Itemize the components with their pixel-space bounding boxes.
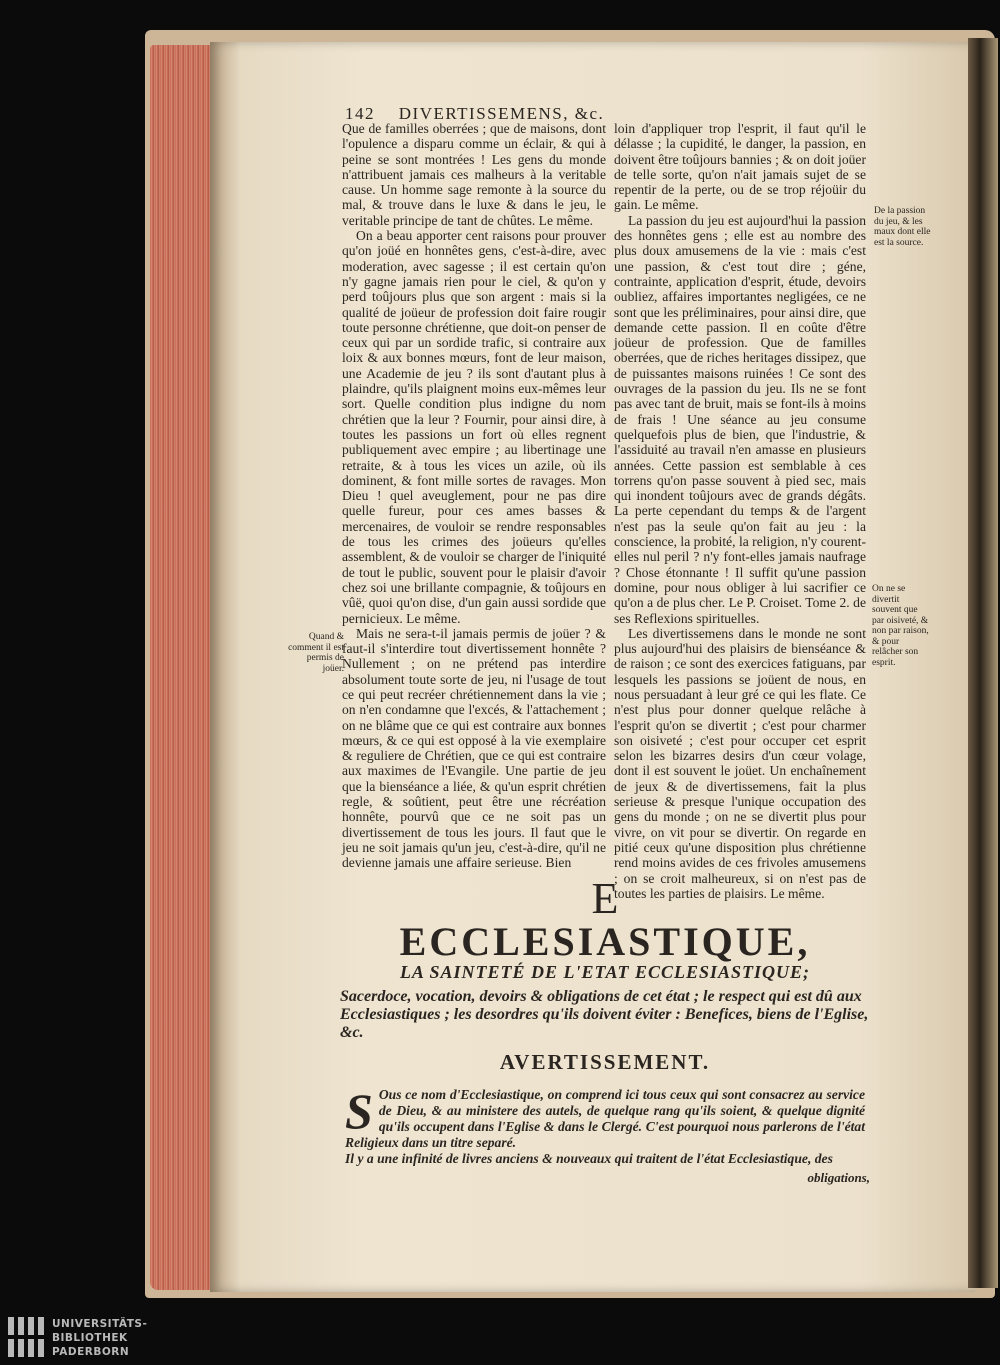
catchword: obligations, bbox=[807, 1170, 870, 1185]
section-subtitle: LA SAINTETÉ DE L'ETAT ECCLESIASTIQUE; bbox=[399, 962, 811, 982]
section-summary: Sacerdoce, vocation, devoirs & obligations de cet état ; le respect qui est dû aux Ecclesiastiques ; les desordres qu'ils doivent éviter : Benefices, biens de l'Eglise, &c. bbox=[340, 988, 869, 1041]
paragraph: La passion du jeu est aujourd'hui la passion des honnêtes gens ; elle est au nombre des plus doux amusemens de la vie : mais c'est une passion, & c'est tout dire ; géne, contrainte, application d'esprit, étude, devoirs oubliez, affaires importantes negligées, ce ne sont que les préliminaires, pour ainsi dire, que demande cette passion. Il en coûte d'être joüeur de profession. Que de familles oberrées, que de riches heritages dissipez, que de puissantes maisons ruinées ! Ce sont des ouvrages de la passion du jeu. Ils ne se font pas avec tant de bruit, mais se font-ils à moins de frais ! Une séance au jeu consume quelquefois plus de bien, que l'industrie, & l'assiduité au travail n'en amasse en plusieurs années. Cette passion est semblable à ces torrens qu'on passe souvent à pied sec, mais qui inondent toûjours avec de grands dégâts. La perte cependant du temps & de l'argent n'est pas la seule qu'on fait au jeu : la conscience, la probité, la religion, n'y courent-elles nul peril ? n'y font-elles jamais naufrage ? Chose étonnante ! Il suffit qu'une passion domine, pour nous obliger à lui sacrifier ce qu'on a de plus cher. Le P. Croiset. Tome 2. de ses Reflexions spirituelles. bbox=[614, 212, 866, 626]
library-emblem-icon bbox=[6, 1315, 46, 1359]
library-logo bbox=[6, 1313, 186, 1363]
logo-line: BIBLIOTHEK bbox=[52, 1332, 128, 1344]
paragraph: On a beau apporter cent raisons pour prouver qu'on joüé en honnêtes gens, c'est-à-dire, avec moderation, avec sagesse ; il est certain qu'on n'y gagne jamais rien pour le ciel, & qu'on y perd toûjours plus que son argent : mais si la qualité de joüeur de profession doit faire rougir toute personne chrétienne, que doit-on penser de ceux qui par un sordide trafic, si contraire aux loix & aux bonnes mœurs, font de leur maison, une Academie de jeu ? ils sont d'autant plus à plaindre, qu'ils plaignent moins eux-mêmes leur sort. Quelle condition plus indigne du nom chrétien que la leur ? Fournir, pour ainsi dire, à toutes les passions un fort où elles regnent publiquement avec empire ; au libertinage une retraite, & à tous les vices un azile, où ils dominent, & font mille sortes de ravages. Mon Dieu ! quel aveuglement, pour ne pas dire quelle fureur, pour ces ames basses & mercenaires, de vouloir se rendre responsables de tous les crimes des joüeurs qu'elles assemblent, & de vouloir se charger de l'iniquité de tout le public, souvent pour le plaisir d'avoir chez soi une brillante compagnie, & toûjours en vûë, quoi qu'on dise, d'un gain aussi sordide que pernicieux. Le même. bbox=[342, 228, 606, 626]
page-number: 142 bbox=[345, 104, 375, 123]
margin-note-right: On ne se divertit souvent que par oisiveté, & non par raison, & pour relâcher son esprit. bbox=[872, 584, 929, 668]
running-title: DIVERTISSEMENS, &c. bbox=[398, 104, 605, 123]
drop-cap: S bbox=[345, 1083, 373, 1139]
margin-note-right: De la passion du jeu, & les maux dont elle est la source. bbox=[874, 206, 931, 248]
margin-note-left: Quand & comment il est permis de joüer. bbox=[288, 632, 344, 674]
paragraph: Mais ne sera-t-il jamais permis de joüer ? & faut-il s'interdire tout divertissement honnête ? Nullement ; on ne prétend pas interdire absolument toute sorte de jeu, ni l'usage de tout ce qui peut recréer chrétiennement dans la vie ; on n'en condamne que l'excés, & l'attachement ; on ne blâme que ce qui est contraire aux bonnes mœurs, & ce qui est opposé à la vie exemplaire & reguliere de Chrétien, que ce qui est contraire aux maximes de l'Evangile. Une partie de jeu que la bienséance a liée, & qu'un esprit chrétien regle, & soûtient, peut être une récréation honnête, pourvû que ce ne soit pas un divertissement de tous les jours. Il faut que le jeu ne soit jamais qu'un jeu, c'est-à-dire, qu'il ne devienne jamais une affaire serieuse. Bien bbox=[342, 625, 606, 871]
logo-line: UNIVERSITÄTS- bbox=[52, 1318, 148, 1330]
right-column bbox=[614, 121, 866, 901]
page-gutter bbox=[968, 38, 998, 1288]
notice-body bbox=[345, 1083, 865, 1167]
notice-paragraph: Il y a une infinité de livres anciens & nouveaux qui traitent de l'état Ecclesiastique, des bbox=[345, 1151, 833, 1166]
notice-text: Ous ce nom d'Ecclesiastique, on comprend ici tous ceux qui sont consacrez au service de Dieu, & au ministere des autels, de quelque rang qu'ils soient, & quelque dignité qu'ils occupent dans l'Eglise & dans le Clergé. C'est pourquoi nous parlerons de l'état Religieux dans un titre separé. bbox=[345, 1087, 865, 1150]
section-letter: E bbox=[591, 874, 619, 923]
red-page-edges bbox=[150, 45, 210, 1290]
paragraph: loin d'appliquer trop l'esprit, il faut qu'il le délasse ; la cupidité, le danger, la passion, en doivent être toûjours bannies ; & on doit joüer de telle sorte, qu'on n'ait jamais sujet de se repentir de la perte, ou de se trop réjoüir du gain. Le même. bbox=[614, 121, 866, 213]
notice-heading: AVERTISSEMENT. bbox=[499, 1050, 711, 1074]
notice-paragraph bbox=[345, 1083, 865, 1151]
logo-line: PADERBORN bbox=[52, 1346, 130, 1358]
paragraph: Que de familles oberrées ; que de maisons, dont l'opulence a disparu comme un éclair, & qui à peine se sont montrées ! Les gens du monde n'attribuent jamais ces malheurs à la veritable cause. Un homme sage remonte à la source du mal, & trouve dans le luxe & dans le jeu, le veritable principe de tant de chûtes. Le même. bbox=[342, 121, 606, 228]
left-column bbox=[342, 121, 606, 871]
paragraph: Les divertissemens dans le monde ne sont plus aujourd'hui des plaisirs de bienséance & de raison ; ce sont des exercices fatiguans, par lesquels les passions se joüent de nous, en nous persuadant à leur gré ce qui les flate. Ce n'est plus pour donner quelque relâche à l'esprit qu'on se divertit ; c'est pour charmer son oisiveté ; c'est pour occuper cet esprit selon les bizarres desirs d'un cœur volage, dont il est souvent le joüet. Un enchaînement de jeux & de divertissemens, fait la plus serieuse & presque l'unique occupation des gens du monde ; on ne se divertit plus pour vivre, on vit pour se divertir. On regarde en pitié ceux qu'une disposition plus chrétienne rend moins avides de ces frivoles amusemens ; on se croit malheureux, si on n'est pas de toutes les parties de plaisirs. Le même. bbox=[614, 625, 866, 901]
library-name bbox=[52, 1317, 147, 1359]
section-title: ECCLESIASTIQUE, bbox=[399, 919, 811, 964]
